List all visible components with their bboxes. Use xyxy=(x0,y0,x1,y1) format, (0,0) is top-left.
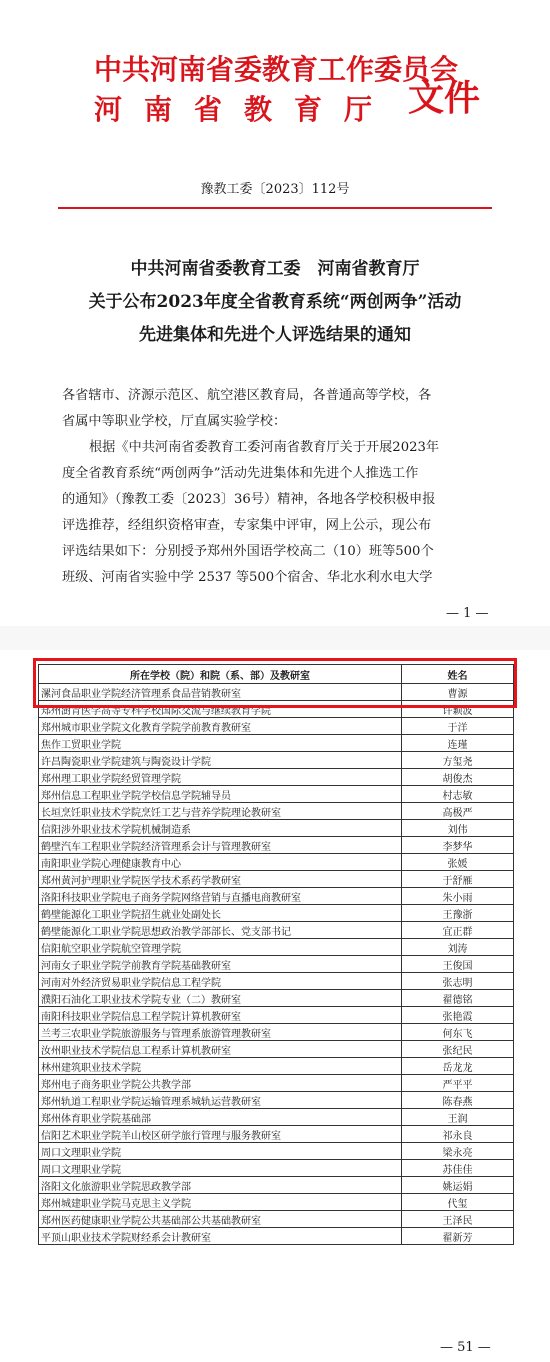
person-name-cell: 张媛 xyxy=(402,854,514,871)
person-name-cell: 姚运娟 xyxy=(402,1177,514,1194)
table-row xyxy=(39,1058,514,1075)
page-separator xyxy=(0,626,550,650)
table-row xyxy=(39,956,514,973)
person-name-cell: 朱小雨 xyxy=(402,888,514,905)
unit-cell: 许昌陶瓷职业学院建筑与陶瓷设计学院 xyxy=(39,752,402,769)
table-row xyxy=(39,1126,514,1143)
table-row xyxy=(39,888,514,905)
unit-cell: 郑州澍青医学高等专科学校国际交流与继续教育学院 xyxy=(39,701,402,718)
table-row xyxy=(39,837,514,854)
person-name-cell: 刘伟 xyxy=(402,820,514,837)
person-name-cell: 王润 xyxy=(402,1109,514,1126)
person-name-cell: 曹源 xyxy=(402,684,514,701)
page-number-1: — 1 — xyxy=(446,606,489,621)
person-name-cell: 王豫浙 xyxy=(402,905,514,922)
person-name-cell: 何东飞 xyxy=(402,1024,514,1041)
header-name: 姓名 xyxy=(402,665,514,684)
person-name-cell: 刘涛 xyxy=(402,939,514,956)
person-name-cell: 岳龙龙 xyxy=(402,1058,514,1075)
table-row xyxy=(39,990,514,1007)
unit-cell: 郑州城建职业学院马克思主义学院 xyxy=(39,1194,402,1211)
person-name-cell: 严平平 xyxy=(402,1075,514,1092)
person-name-cell: 王俊国 xyxy=(402,956,514,973)
unit-cell: 信阳艺术职业学院羊山校区研学旅行管理与服务教研室 xyxy=(39,1126,402,1143)
table-row xyxy=(39,1160,514,1177)
unit-cell: 平顶山职业技术学院财经系会计教研室 xyxy=(39,1228,402,1245)
body-line-1: 各省辖市、济源示范区、航空港区教育局，各普通高等学校，各 xyxy=(62,388,432,403)
unit-cell: 洛阳科技职业学院电子商务学院网络营销与直播电商教研室 xyxy=(39,888,402,905)
body-line-7: 评选结果如下：分别授予郑州外国语学校高二（10）班等500个 xyxy=(62,544,434,559)
table-row xyxy=(39,854,514,871)
unit-cell: 长垣烹饪职业技术学院烹饪工艺与营养学院理论教研室 xyxy=(39,803,402,820)
body-line-8: 班级、河南省实验中学 2537 等500个宿舍、华北水利水电大学 xyxy=(62,570,433,585)
unit-cell: 林州建筑职业技术学院 xyxy=(39,1058,402,1075)
document-type-label: 文件 xyxy=(408,77,481,119)
table-row xyxy=(39,752,514,769)
table-row xyxy=(39,1194,514,1211)
person-name-cell: 高极严 xyxy=(402,803,514,820)
unit-cell: 漯河食品职业学院经济管理系食品营销教研室 xyxy=(39,684,402,701)
document-number: 豫教工委〔2023〕112号 xyxy=(200,182,350,197)
issuer-line-2: 河南省教育厅 xyxy=(94,93,395,126)
unit-cell: 郑州信息工程职业学院学校信息学院辅导员 xyxy=(39,786,402,803)
person-name-cell: 翟德铭 xyxy=(402,990,514,1007)
title-line-1: 中共河南省委教育工委 河南省教育厅 xyxy=(130,259,420,279)
table-row xyxy=(39,1109,514,1126)
person-name-cell: 梁永亮 xyxy=(402,1143,514,1160)
unit-cell: 南阳科技职业学院信息工程学院计算机教研室 xyxy=(39,1007,402,1024)
page-number-51: — 51 — xyxy=(440,1340,491,1355)
unit-cell: 郑州黄河护理职业学院医学技术系药学教研室 xyxy=(39,871,402,888)
unit-cell: 濮阳石油化工职业技术学院专业（二）教研室 xyxy=(39,990,402,1007)
person-name-cell: 苏佳佳 xyxy=(402,1160,514,1177)
table-row xyxy=(39,718,514,735)
highlight-box xyxy=(33,658,517,708)
unit-cell: 鹤壁汽车工程职业学院经济管理系会计与管理教研室 xyxy=(39,837,402,854)
body-line-6: 评选推荐，经组织资格审查，专家集中评审，网上公示，现公布 xyxy=(62,518,432,533)
table-row xyxy=(39,905,514,922)
unit-cell: 鹤壁能源化工职业学院思想政治教学部部长、党支部书记 xyxy=(39,922,402,939)
person-name-cell: 张艳霞 xyxy=(402,1007,514,1024)
table-row xyxy=(39,973,514,990)
unit-cell: 郑州轨道工程职业学院运输管理系城轨运营教研室 xyxy=(39,1092,402,1109)
unit-cell: 南阳职业学院心理健康教育中心 xyxy=(39,854,402,871)
person-name-cell: 方玺尧 xyxy=(402,752,514,769)
document-page-1 xyxy=(0,0,550,630)
person-name-cell: 祁永良 xyxy=(402,1126,514,1143)
person-name-cell: 胡俊杰 xyxy=(402,769,514,786)
person-name-cell: 翟新芳 xyxy=(402,1228,514,1245)
person-name-cell: 许颖波 xyxy=(402,701,514,718)
body-line-5: 的通知》（豫教工委〔2023〕36号）精神，各地各学校积极申报 xyxy=(62,492,436,507)
table-row xyxy=(39,871,514,888)
table-row xyxy=(39,786,514,803)
person-name-cell: 代玺 xyxy=(402,1194,514,1211)
unit-cell: 周口文理职业学院 xyxy=(39,1143,402,1160)
unit-cell: 信阳航空职业学院航空管理学院 xyxy=(39,939,402,956)
table-row xyxy=(39,922,514,939)
issuer-line-1: 中共河南省委教育工作委员会 xyxy=(94,53,459,86)
unit-cell: 郑州电子商务职业学院公共教学部 xyxy=(39,1075,402,1092)
unit-cell: 郑州理工职业学院经贸管理学院 xyxy=(39,769,402,786)
red-divider xyxy=(58,207,492,209)
unit-cell: 鹤壁能源化工职业学院招生就业处副处长 xyxy=(39,905,402,922)
table-row xyxy=(39,939,514,956)
unit-cell: 郑州城市职业学院文化教育学院学前教育教研室 xyxy=(39,718,402,735)
table-row xyxy=(39,1024,514,1041)
person-name-cell: 于舒雁 xyxy=(402,871,514,888)
table-row xyxy=(39,1143,514,1160)
body-line-2: 省属中等职业学校，厅直属实验学校： xyxy=(62,414,287,429)
table-row xyxy=(39,1041,514,1058)
table-body xyxy=(39,684,514,1245)
body-line-4: 度全省教育系统“两创两争”活动先进集体和先进个人推选工作 xyxy=(62,466,419,481)
person-name-cell: 宜正群 xyxy=(402,922,514,939)
table-row xyxy=(39,769,514,786)
unit-cell: 周口文理职业学院 xyxy=(39,1160,402,1177)
table-row xyxy=(39,1228,514,1245)
unit-cell: 郑州医药健康职业学院公共基础部公共基础教研室 xyxy=(39,1211,402,1228)
title-line-3: 先进集体和先进个人评选结果的通知 xyxy=(139,325,411,345)
unit-cell: 河南对外经济贸易职业学院信息工程学院 xyxy=(39,973,402,990)
unit-cell: 郑州体育职业学院基础部 xyxy=(39,1109,402,1126)
unit-cell: 洛阳文化旅游职业学院思政教学部 xyxy=(39,1177,402,1194)
table-row xyxy=(39,1211,514,1228)
unit-cell: 河南女子职业学院学前教育学院基础教研室 xyxy=(39,956,402,973)
table-row xyxy=(39,1092,514,1109)
unit-cell: 信阳涉外职业技术学院机械制造系 xyxy=(39,820,402,837)
unit-cell: 兰考三农职业学院旅游服务与管理系旅游管理教研室 xyxy=(39,1024,402,1041)
header-unit: 所在学校（院）和院（系、部）及教研室 xyxy=(39,665,402,684)
table-row xyxy=(39,1177,514,1194)
person-name-cell: 村志敏 xyxy=(402,786,514,803)
table-row xyxy=(39,735,514,752)
person-name-cell: 李梦华 xyxy=(402,837,514,854)
table-row xyxy=(39,1007,514,1024)
table-row xyxy=(39,803,514,820)
table-row xyxy=(39,1075,514,1092)
awardee-table xyxy=(38,664,514,1245)
title-line-2: 关于公布2023年度全省教育系统“两创两争”活动 xyxy=(88,292,462,312)
unit-cell: 焦作工贸职业学院 xyxy=(39,735,402,752)
person-name-cell: 陈春燕 xyxy=(402,1092,514,1109)
person-name-cell: 于洋 xyxy=(402,718,514,735)
person-name-cell: 连瑾 xyxy=(402,735,514,752)
body-line-3: 根据《中共河南省委教育工委河南省教育厅关于开展2023年 xyxy=(89,440,440,455)
unit-cell: 汝州职业技术学院信息工程系计算机教研室 xyxy=(39,1041,402,1058)
person-name-cell: 王泽民 xyxy=(402,1211,514,1228)
table-row xyxy=(39,820,514,837)
person-name-cell: 张纪民 xyxy=(402,1041,514,1058)
person-name-cell: 张志明 xyxy=(402,973,514,990)
